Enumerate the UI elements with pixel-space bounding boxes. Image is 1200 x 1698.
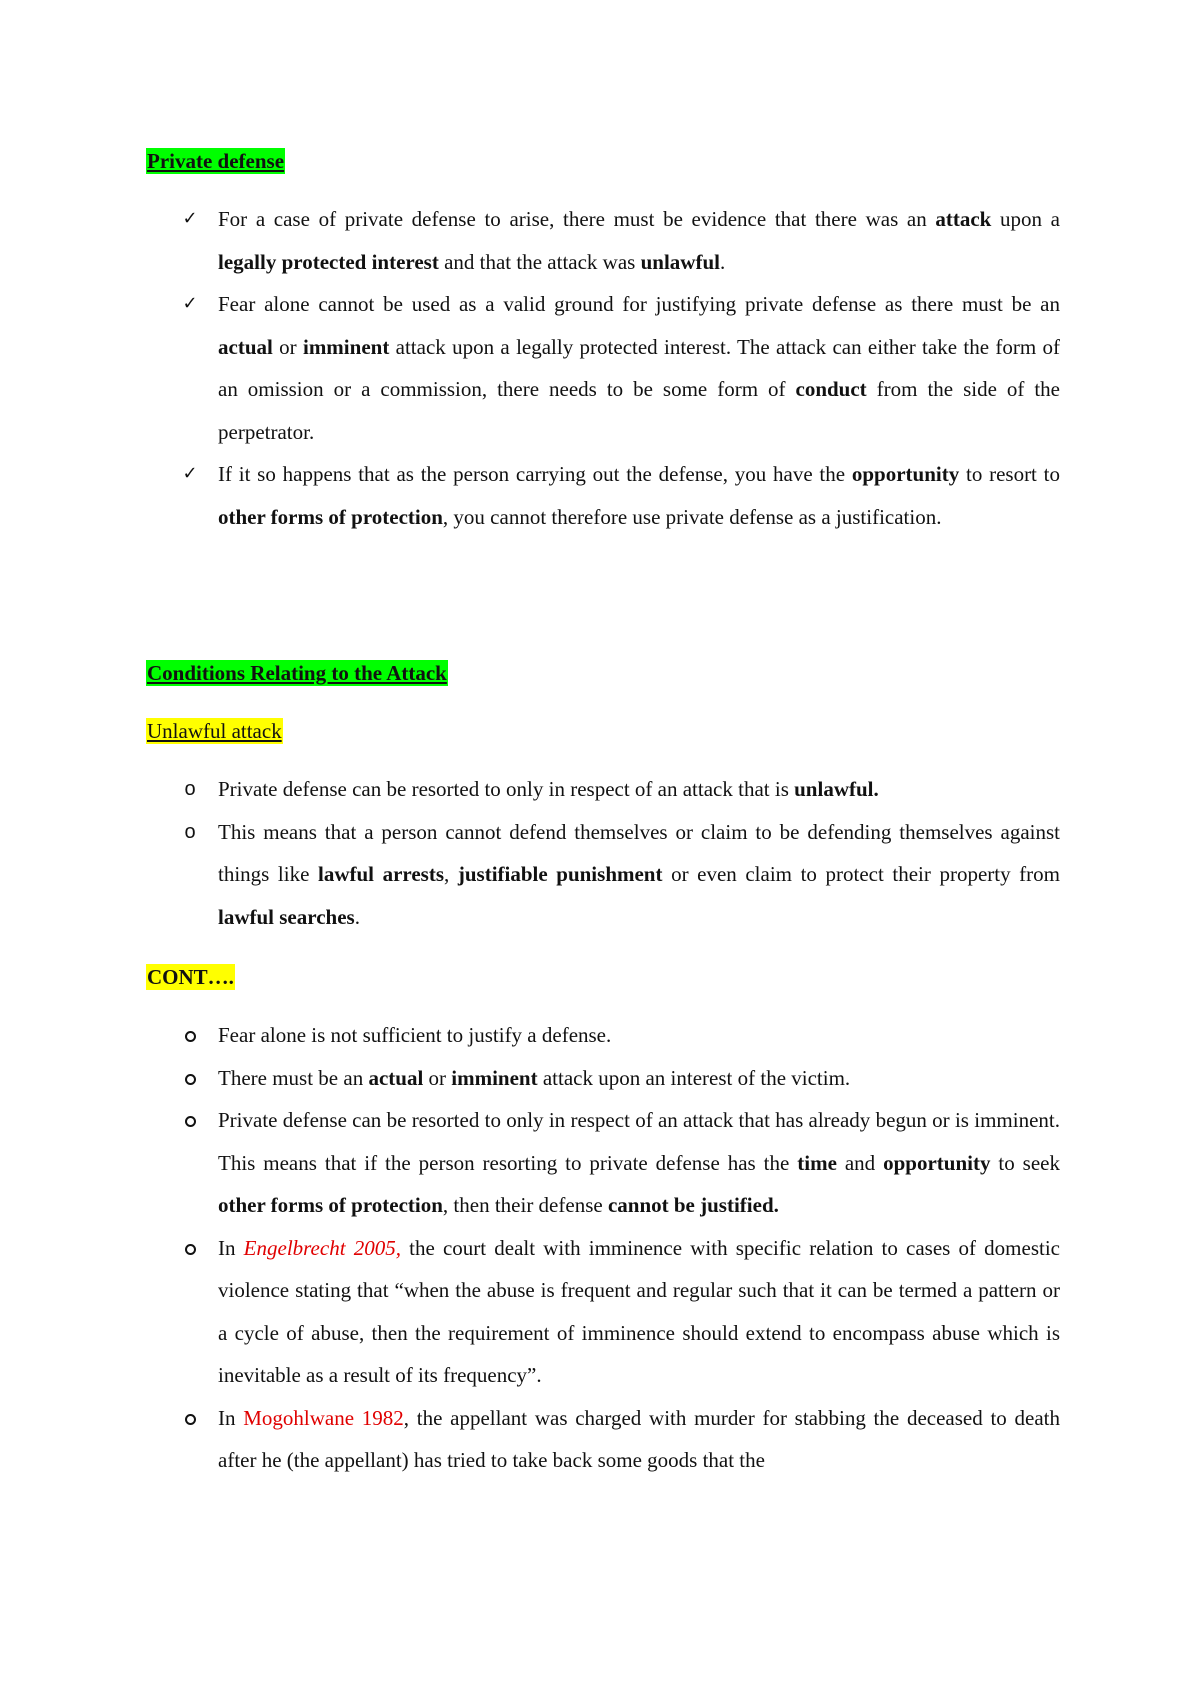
checkmark-icon: ✓	[182, 293, 198, 314]
cont-list	[146, 1014, 1060, 1482]
list-item: ✓ For a case of private defense to arise, there must be evidence that there was an attack upon a legally protected interest and that the attack was unlawful.	[146, 198, 1060, 283]
hollow-bullet-icon: o	[184, 820, 196, 843]
case-name: Engelbrecht 2005,	[243, 1235, 401, 1260]
bold-bullet-icon	[178, 1397, 202, 1440]
unlawful-attack-list	[146, 768, 1060, 938]
bold-bullet-icon	[178, 1227, 202, 1270]
list-item: Fear alone is not sufficient to justify a defense.	[146, 1014, 1060, 1057]
list-item: Private defense can be resorted to only in respect of an attack that has already begun or is imminent. This means that if the person resorting to private defense has the time and opportunity to seek other forms of protection, then their defense cannot be justified.	[146, 1099, 1060, 1227]
checkmark-icon: ✓	[182, 208, 198, 229]
case-name: Mogohlwane 1982	[243, 1405, 404, 1430]
list-item: There must be an actual or imminent attack upon an interest of the victim.	[146, 1057, 1060, 1100]
bold-bullet-icon	[178, 1099, 202, 1142]
list-item: o This means that a person cannot defend themselves or claim to be defending themselves against things like lawful arrests, justifiable punishment or even claim to protect their property from lawful searches.	[146, 811, 1060, 939]
bold-bullet-icon	[178, 1057, 202, 1100]
private-defense-list	[146, 198, 1060, 538]
bold-bullet-icon	[178, 1014, 202, 1057]
checkmark-icon: ✓	[182, 463, 198, 484]
list-item: ✓ If it so happens that as the person carrying out the defense, you have the opportunity to resort to other forms of protection, you cannot therefore use private defense as a justification.	[146, 453, 1060, 538]
hollow-bullet-icon: o	[184, 778, 196, 800]
heading-cont: CONT….	[147, 965, 234, 989]
subheading-unlawful-attack: Unlawful attack	[147, 719, 282, 743]
heading-private-defense: Private defense	[147, 149, 285, 173]
list-item: o Private defense can be resorted to only in respect of an attack that is unlawful.	[146, 768, 1060, 811]
list-item: In Engelbrecht 2005, the court dealt with imminence with specific relation to cases of domestic violence stating that “when the abuse is frequent and regular such that it can be termed a pattern or a cycle of abuse, then the requirement of imminence should extend to encompass abuse which is inevitable as a result of its frequency”.	[146, 1227, 1060, 1397]
heading-conditions-attack: Conditions Relating to the Attack	[147, 661, 447, 685]
list-item: In Mogohlwane 1982, the appellant was charged with murder for stabbing the deceased to death after he (the appellant) has tried to take back some goods that the	[146, 1397, 1060, 1482]
list-item: ✓ Fear alone cannot be used as a valid ground for justifying private defense as there must be an actual or imminent attack upon a legally protected interest. The attack can either take the form of an omission or a commission, there needs to be some form of conduct from the side of the perpetrator.	[146, 283, 1060, 453]
